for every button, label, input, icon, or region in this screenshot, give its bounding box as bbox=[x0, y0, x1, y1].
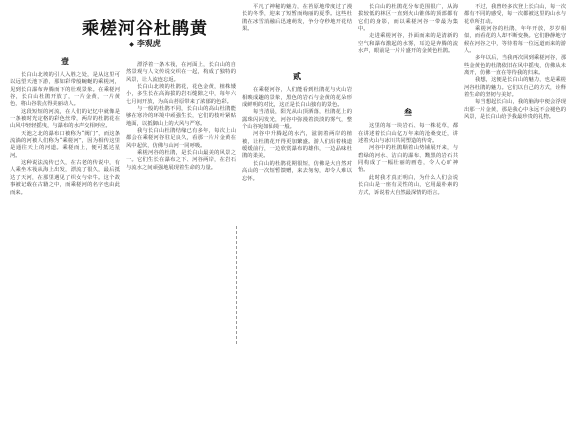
paragraph: 长白山北坡的引人入胜之处，是从这里可以远望天池下游，那如彩带般蜿蜒的乘槎河，见到长白瀑布奔腾而下的壮观景象。在乘槎河谷，长白山杜鹃开放了，一片金黄，一片黄色，将山谷装点得美丽动人。 bbox=[10, 72, 120, 108]
paragraph: 这里的每一块岩石、每一株花草，都在讲述着长白山亿万年来的沧桑变迁，讲述着火山与冰川共同塑造的传奇。 bbox=[358, 123, 458, 145]
paragraph: 天池之北的瀑布口被称为“阀门”，而这条流淌的河被人们称为“乘槎河”，因为相传这里是通往天上的河道。乘槎而上，便可抵达星河。 bbox=[10, 130, 120, 159]
paragraph: 乘槎河谷的杜鹃，是长白山最美的风景之一。它们生长在瀑布之下、河谷两岸，在岩石与流水之间顽强地展现着生命的力量。 bbox=[126, 150, 236, 171]
paragraph: 与一般的杜鹃不同，长白山的高山杜鹃能够在寒冷的环境中顽强生长，它们的枝叶紧贴地面，以抵御山上的大风与严寒。 bbox=[126, 106, 236, 127]
paragraph: 我与长白山杜鹃结缘已有多年，每次上山都会在乘槎河谷驻足良久，看那一片片金黄在风中起伏，仿佛与山河一同呼吸。 bbox=[126, 128, 236, 149]
text-column-4 bbox=[358, 0, 458, 423]
paragraph: 不过，我曾经多次登上长白山，每一次都有不同的感受，每一次都被这里的山水与花草所打动。 bbox=[464, 4, 566, 25]
column-divider bbox=[236, 226, 238, 344]
paragraph: 漂浮着一条木筏，在河面上，长白山的自然景观与人文传说交织在一起，构成了独特的风景，让人流连忘返。 bbox=[126, 62, 236, 83]
text-column-3 bbox=[242, 0, 352, 423]
text-column-2 bbox=[126, 0, 236, 423]
section-heading-two: 贰 bbox=[293, 72, 301, 82]
paragraph: 每当清晨，阳光从山顶洒落，杜鹃花上的露珠闪闪发光，河谷中弥漫着淡淡的雾气，整个山谷宛如仙境一般。 bbox=[242, 109, 352, 131]
paragraph: 每当想起长白山，我的脑海中便会浮现出那一片金黄，那是我心中永远不会褪色的风景，是长白山给予我最珍贵的礼物。 bbox=[464, 99, 566, 121]
article-title: 乘槎河谷杜鹃黄 bbox=[82, 19, 208, 39]
paragraph: 这种说法流传已久，在古老的传说中，有人乘坐木筏从海上出发，漂流了很久，最后抵达了天河，在那里遇见了织女与牵牛。这个故事被记载在古籍之中，而乘槎河的名字也由此而来。 bbox=[10, 160, 120, 196]
paragraph: 多年以后，当我再次回到乘槎河谷，那些金黄色的杜鹃依旧在风中摇曳，仿佛从未离开，仿佛一直在等待我的归来。 bbox=[464, 55, 566, 77]
paragraph: 河谷中升腾起的水汽，滋润着两岸的植被，让杜鹃花开得更加繁盛。游人们沿着栈道缓缓前行，一边欣赏瀑布的雄伟，一边品味杜鹃的柔美。 bbox=[242, 131, 352, 160]
paragraph: 在乘槎河谷，人们能看到杜鹃花与火山岩相映成趣的景象，黑色的岩石与金黄的花朵形成鲜明的对比，这正是长白山独有的景色。 bbox=[242, 87, 352, 109]
section-heading-three: 叁 bbox=[404, 108, 412, 118]
author-bullet-icon: ◆ bbox=[129, 41, 134, 48]
paragraph: 长白山北坡的杜鹃花，花色金黄，植株矮小，多生长在高海拔的岩石缝隙之中，每年六七月间开放，为高山苔原带来了浓郁的色彩。 bbox=[126, 84, 236, 105]
paragraph: 长白山的杜鹃花分布范围很广，从海拔较低的林区一直到火山锥体的顶部都有它们的身影，而以乘槎河谷一带最为集中。 bbox=[358, 4, 458, 33]
paragraph: 走进乘槎河谷，扑面而来的是清新的空气和瀑布激起的水雾，耳边是奔腾的流水声，眼前是一片片盛开的金黄色杜鹃。 bbox=[358, 33, 458, 55]
paragraph: 长白山的杜鹃花期很短，仿佛是大自然对高山的一次短暂馈赠，来去匆匆，却令人难以忘怀。 bbox=[242, 160, 352, 182]
author-name: 李观虎 bbox=[136, 39, 161, 48]
paragraph: 平凡了神秘的魅力，在苔原地带度过了漫长的冬季，迎来了短暂而绚丽的夏季。这些杜鹃在冰雪消融后迅速萌发，争分夺秒地开花结果。 bbox=[242, 4, 352, 33]
section-heading-one: 壹 bbox=[61, 57, 69, 66]
paragraph: 乘槎河谷的杜鹃，年年开放，岁岁相似，而看花的人却不断变换。它们静静地守候在河谷之中，等待着每一位远道而来的游人。 bbox=[464, 26, 566, 55]
paragraph: 我想，这便是长白山的魅力，也是乘槎河谷杜鹃的魅力。它们以自己的方式，诠释着生命的坚韧与美好。 bbox=[464, 77, 566, 99]
paragraph: 此时我才真正明白，为什么人们会说长白山是一座有灵性的山，它用最朴素的方式，诉说着大自然最深情的语言。 bbox=[358, 174, 458, 196]
text-column-1 bbox=[10, 0, 120, 423]
text-column-5 bbox=[464, 0, 566, 423]
paragraph: 这段短短的河流，在人们的记忆中就像是一条被时光定格的彩色丝带，两岸的杜鹃花在山风中轻轻摇曳，与瀑布的水声交相呼应。 bbox=[10, 108, 120, 130]
paragraph: 河谷中的杜鹃顺着山势铺展开来，与碧绿的河水、洁白的瀑布、黝黑的岩石共同构成了一幅壮丽的画卷，令人心旷神怡。 bbox=[358, 145, 458, 174]
